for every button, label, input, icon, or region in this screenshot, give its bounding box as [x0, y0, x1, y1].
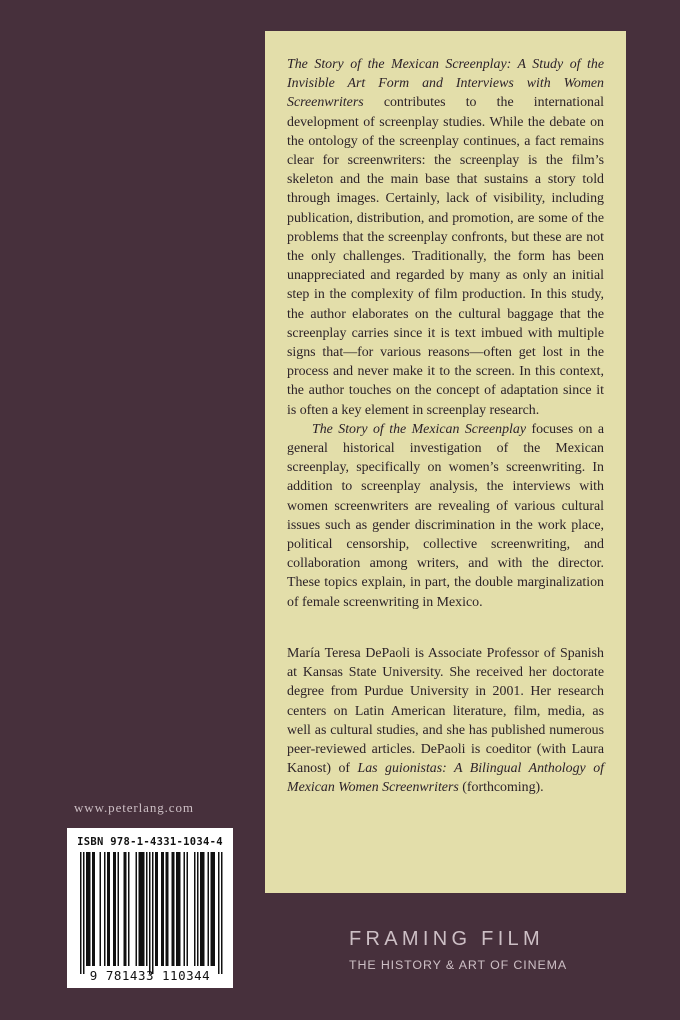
- barcode-bar: [221, 852, 223, 974]
- description-panel: [265, 31, 626, 893]
- barcode-bar: [146, 852, 148, 966]
- barcode-bar: [109, 852, 111, 966]
- barcode-bar: [118, 852, 120, 966]
- description-paragraph-1: [287, 55, 604, 420]
- barcode-bar: [152, 852, 154, 974]
- barcode-bar: [92, 852, 94, 966]
- series-subtitle: THE HISTORY & ART OF CINEMA: [349, 958, 568, 972]
- barcode-bars: [67, 828, 233, 988]
- barcode-bar: [142, 852, 144, 966]
- barcode-bar: [143, 852, 145, 966]
- barcode-bar: [86, 852, 88, 966]
- book-title-short: The Story of the Mexican Screenplay: [312, 421, 527, 437]
- barcode-bar: [113, 852, 115, 966]
- series-title: FRAMING FILM: [349, 928, 544, 950]
- barcode-bar: [94, 852, 96, 966]
- barcode-bar: [139, 852, 141, 966]
- barcode-bar: [149, 852, 151, 974]
- barcode-bar: [136, 852, 138, 966]
- barcode-bar: [200, 852, 202, 966]
- barcode-bar: [178, 852, 180, 966]
- barcode-bar: [214, 852, 216, 966]
- barcode-bar: [218, 852, 220, 974]
- barcode-bar: [194, 852, 196, 966]
- barcode-bar: [179, 852, 181, 966]
- barcode-bar: [163, 852, 165, 966]
- barcode-bar: [187, 852, 189, 966]
- barcode-bar: [202, 852, 204, 966]
- author-bio-ending: (forthcoming).: [458, 780, 544, 796]
- barcode-bar: [161, 852, 163, 966]
- barcode-bar: [167, 852, 169, 966]
- description-text-1: contributes to the international development of screenplay studies. While the debate on the ontology of the screenplay continues, a fact remains clear for screenwriters: the screenplay is the film’s skeleton and the main base that sustains a story told through images. Certainly, lack of visibility, including publication, distribution, and promotion, are some of the problems that the screenplay confronts, but these are not the only challenges. Traditionally, the form has been unappreciated and regarded by many as only an initial step in the complexity of film production. In this study, the author elaborates on the cultural baggage that the screenplay carries since it is text imbued with multiple signs that—for various reasons—often get lost in the process and never make it to the screen. In this context, the author touches on the concept of adaptation since it is often a key element in screenplay research.: [287, 95, 604, 418]
- description-paragraph-2: [287, 420, 604, 612]
- barcode-bar: [155, 852, 157, 966]
- author-bio-text: María Teresa DePaoli is Associate Professor of Spanish at Kansas State University. She received her doctorate degree from Purdue University in 2001. Her research centers on Latin American literature, film, media, as well as cultural studies, and she has published numerous peer-reviewed articles. DePaoli is coeditor (with Laura Kanost) of: [287, 645, 604, 777]
- author-bio: [287, 644, 604, 798]
- barcode-bar: [212, 852, 214, 966]
- barcode-bar: [166, 852, 168, 966]
- barcode-bar: [197, 852, 199, 966]
- isbn-barcode: [67, 828, 233, 988]
- barcode-bar: [128, 852, 130, 966]
- barcode-bar: [104, 852, 106, 966]
- barcode-bar: [172, 852, 174, 966]
- isbn-label: ISBN 978-1-4331-1034-4: [77, 836, 223, 848]
- barcode-bar: [115, 852, 117, 966]
- description-text-2: focuses on a general historical investigation of the Mexican screenplay, specifically on women’s screenwriting. In addition to screenplay analysis, the interviews with women screenwriters are revealing of various cultural issues such as gender discrimination in the work place, political censorship, collective screenwriting, and collaboration among writers, and with the director. These topics explain, in part, the double marginalization of female screenwriting in Mexico.: [287, 421, 604, 610]
- barcode-bar: [89, 852, 91, 966]
- barcode-digits: 9 781433 110344: [89, 968, 211, 983]
- barcode-bar: [211, 852, 213, 966]
- barcode-bar: [176, 852, 178, 966]
- barcode-bar: [83, 852, 85, 974]
- barcode-bar: [203, 852, 205, 966]
- publisher-website: www.peterlang.com: [74, 800, 194, 815]
- barcode-bar: [184, 852, 186, 966]
- barcode-bar: [157, 852, 159, 966]
- barcode-bar: [100, 852, 102, 966]
- coedited-book-title: Las guionistas: A Bilingual Anthology of Mexican Women Screenwriters: [287, 761, 604, 796]
- barcode-bar: [140, 852, 142, 966]
- barcode-bar: [107, 852, 109, 966]
- barcode-bar: [88, 852, 90, 966]
- barcode-bar: [80, 852, 82, 974]
- barcode-bar: [208, 852, 210, 966]
- barcode-bar: [124, 852, 126, 966]
- barcode-bar: [125, 852, 127, 966]
- barcode-bar: [173, 852, 175, 966]
- book-title: The Story of the Mexican Screenplay: A Study of the Invisible Art Form and Interviews with Women Screenwriters: [287, 57, 604, 111]
